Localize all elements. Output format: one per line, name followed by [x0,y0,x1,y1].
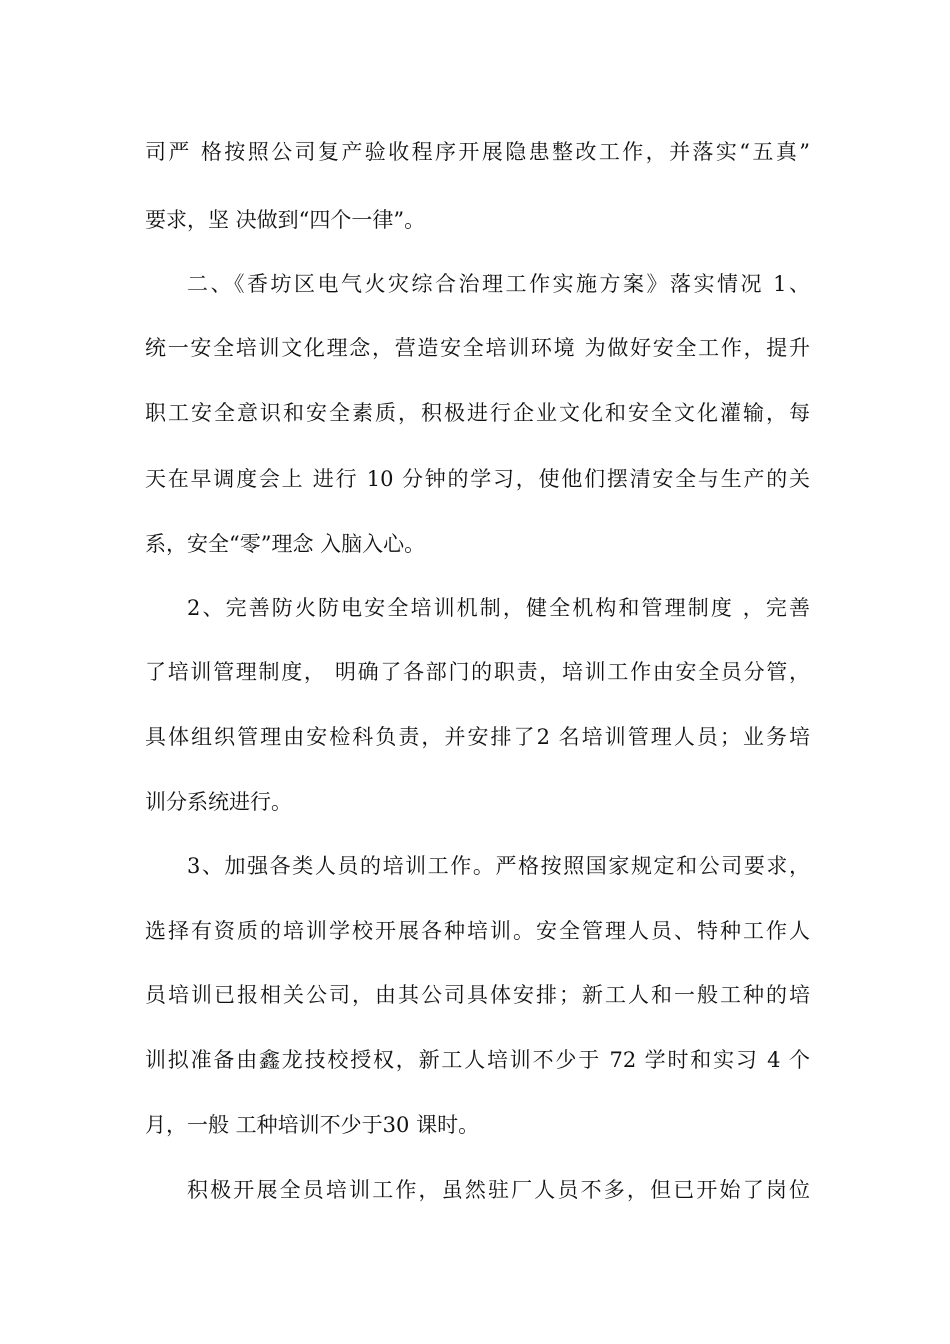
text-line: 司严 格按照公司复产验收程序开展隐患整改工作，并落实“五真” [145,140,810,164]
text-line: 系，安全“零”理念 入脑入心。 [145,532,426,556]
text-line: 具体组织管理由安检科负责，并安排了2 名培训管理人员；业务培 [145,725,810,749]
text-line: 职工安全意识和安全素质，积极进行企业文化和安全文化灌输，每 [145,401,810,425]
text-line: 要求，坚 决做到“四个一律”。 [145,208,426,232]
text-line: 统一安全培训文化理念，营造安全培训环境 为做好安全工作，提升 [145,336,810,360]
text-line: 月，一般 工种培训不少于30 课时。 [145,1113,480,1137]
text-line: 二、《香坊区电气火灾综合治理工作实施方案》落实情况 1、 [187,272,810,296]
text-line: 天在早调度会上 进行 10 分钟的学习，使他们摆清安全与生产的关 [145,467,810,491]
text-line: 员培训已报相关公司，由其公司具体安排；新工人和一般工种的培 [145,983,810,1007]
text-line: 积极开展全员培训工作，虽然驻厂人员不多，但已开始了岗位 [187,1178,810,1202]
text-line: 选择有资质的培训学校开展各种培训。安全管理人员、特种工作人 [145,919,810,943]
text-line: 2、完善防火防电安全培训机制，健全机构和管理制度 ，完善 [187,596,810,620]
text-line: 训分系统进行。 [145,790,292,814]
text-line: 训拟准备由鑫龙技校授权，新工人培训不少于 72 学时和实习 4 个 [145,1048,811,1072]
text-line: 3、加强各类人员的培训工作。严格按照国家规定和公司要求， [187,854,810,878]
text-line: 了培训管理制度， 明确了各部门的职责，培训工作由安全员分管， [145,660,810,684]
